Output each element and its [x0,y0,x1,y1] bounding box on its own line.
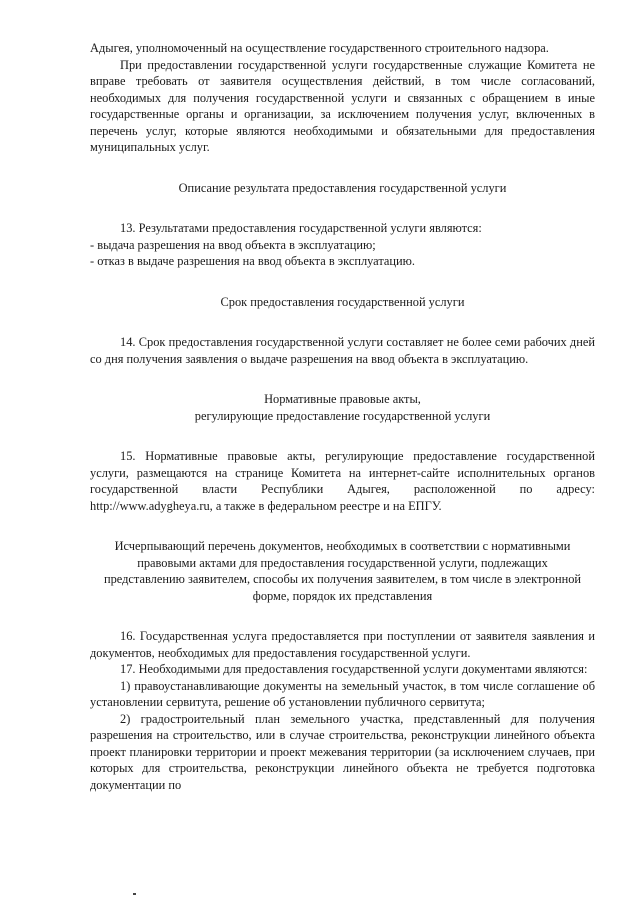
heading-acts-line1: Нормативные правовые акты, [264,392,421,406]
paragraph-17-item-1: 1) правоустанавливающие документы на земельный участок, в том числе соглашение об установлении сервитута, решение об установлении публичного сервитута; [90,678,595,709]
document-page [90,40,595,793]
paragraph-continuation: Адыгея, уполномоченный на осуществление государственного строительного надзора. [90,41,549,55]
paragraph-13-item-a: - выдача разрешения на ввод объекта в эксплуатацию; [90,237,376,252]
heading-term: Срок предоставления государственной услуги [220,294,465,309]
heading-documents: Исчерпывающий перечень документов, необходимых в соответствии с нормативными правовыми актами для предоставления государственной услуги, подлежащих представлению заявителем, способы их получения заявителем, в том числе в электронной форме, порядок их представления [103,539,582,603]
heading-acts-line2: регулирующие предоставление государственной услуги [194,408,491,423]
paragraph-17: 17. Необходимыми для предоставления государственной услуги документами являются: [120,662,588,676]
paragraph-employees: При предоставлении государственной услуги государственные служащие Комитета не вправе требовать от заявителя осуществления действий, в том числе согласований, необходимых для получения государственной услуги и связанных с обращением в иные государственные органы и организации, за исключением получения услуг, включенных в перечень услуг, которые являются необходимыми и обязательными для предоставления муниципальных услуг. [90,57,595,154]
paragraph-13-item-b: - отказ в выдаче разрешения на ввод объекта в эксплуатацию. [90,254,416,268]
paragraph-13: 13. Результатами предоставления государственной услуги являются: [120,221,482,235]
scan-mark [133,893,136,895]
paragraph-17-item-2: 2) градостроительный план земельного участка, представленный для получения разрешения на строительство, или в случае строительства, реконструкции линейного объекта проект планировки территории и проект межевания территории (за исключением случаев, при которых для строительства, реконструкции линейного объекта не требуется подготовка документации по [90,711,595,792]
heading-result: Описание результата предоставления государственной услуги [178,180,507,195]
paragraph-15: 15. Нормативные правовые акты, регулирующие предоставление государственной услуги, размещаются на странице Комитета на интернет-сайте исполнительных органов государственной власти Республики Адыгея, расположенной по адресу: http://www.adygheya.ru, а также в федеральном реестре и на ЕПГУ. [90,449,595,513]
paragraph-16: 16. Государственная услуга предоставляется при поступлении от заявителя заявления и документов, необходимых для предоставления государственной услуги. [90,629,595,660]
paragraph-14: 14. Срок предоставления государственной услуги составляет не более семи рабочих дней со дня получения заявления о выдаче разрешения на ввод объекта в эксплуатацию. [90,335,595,366]
